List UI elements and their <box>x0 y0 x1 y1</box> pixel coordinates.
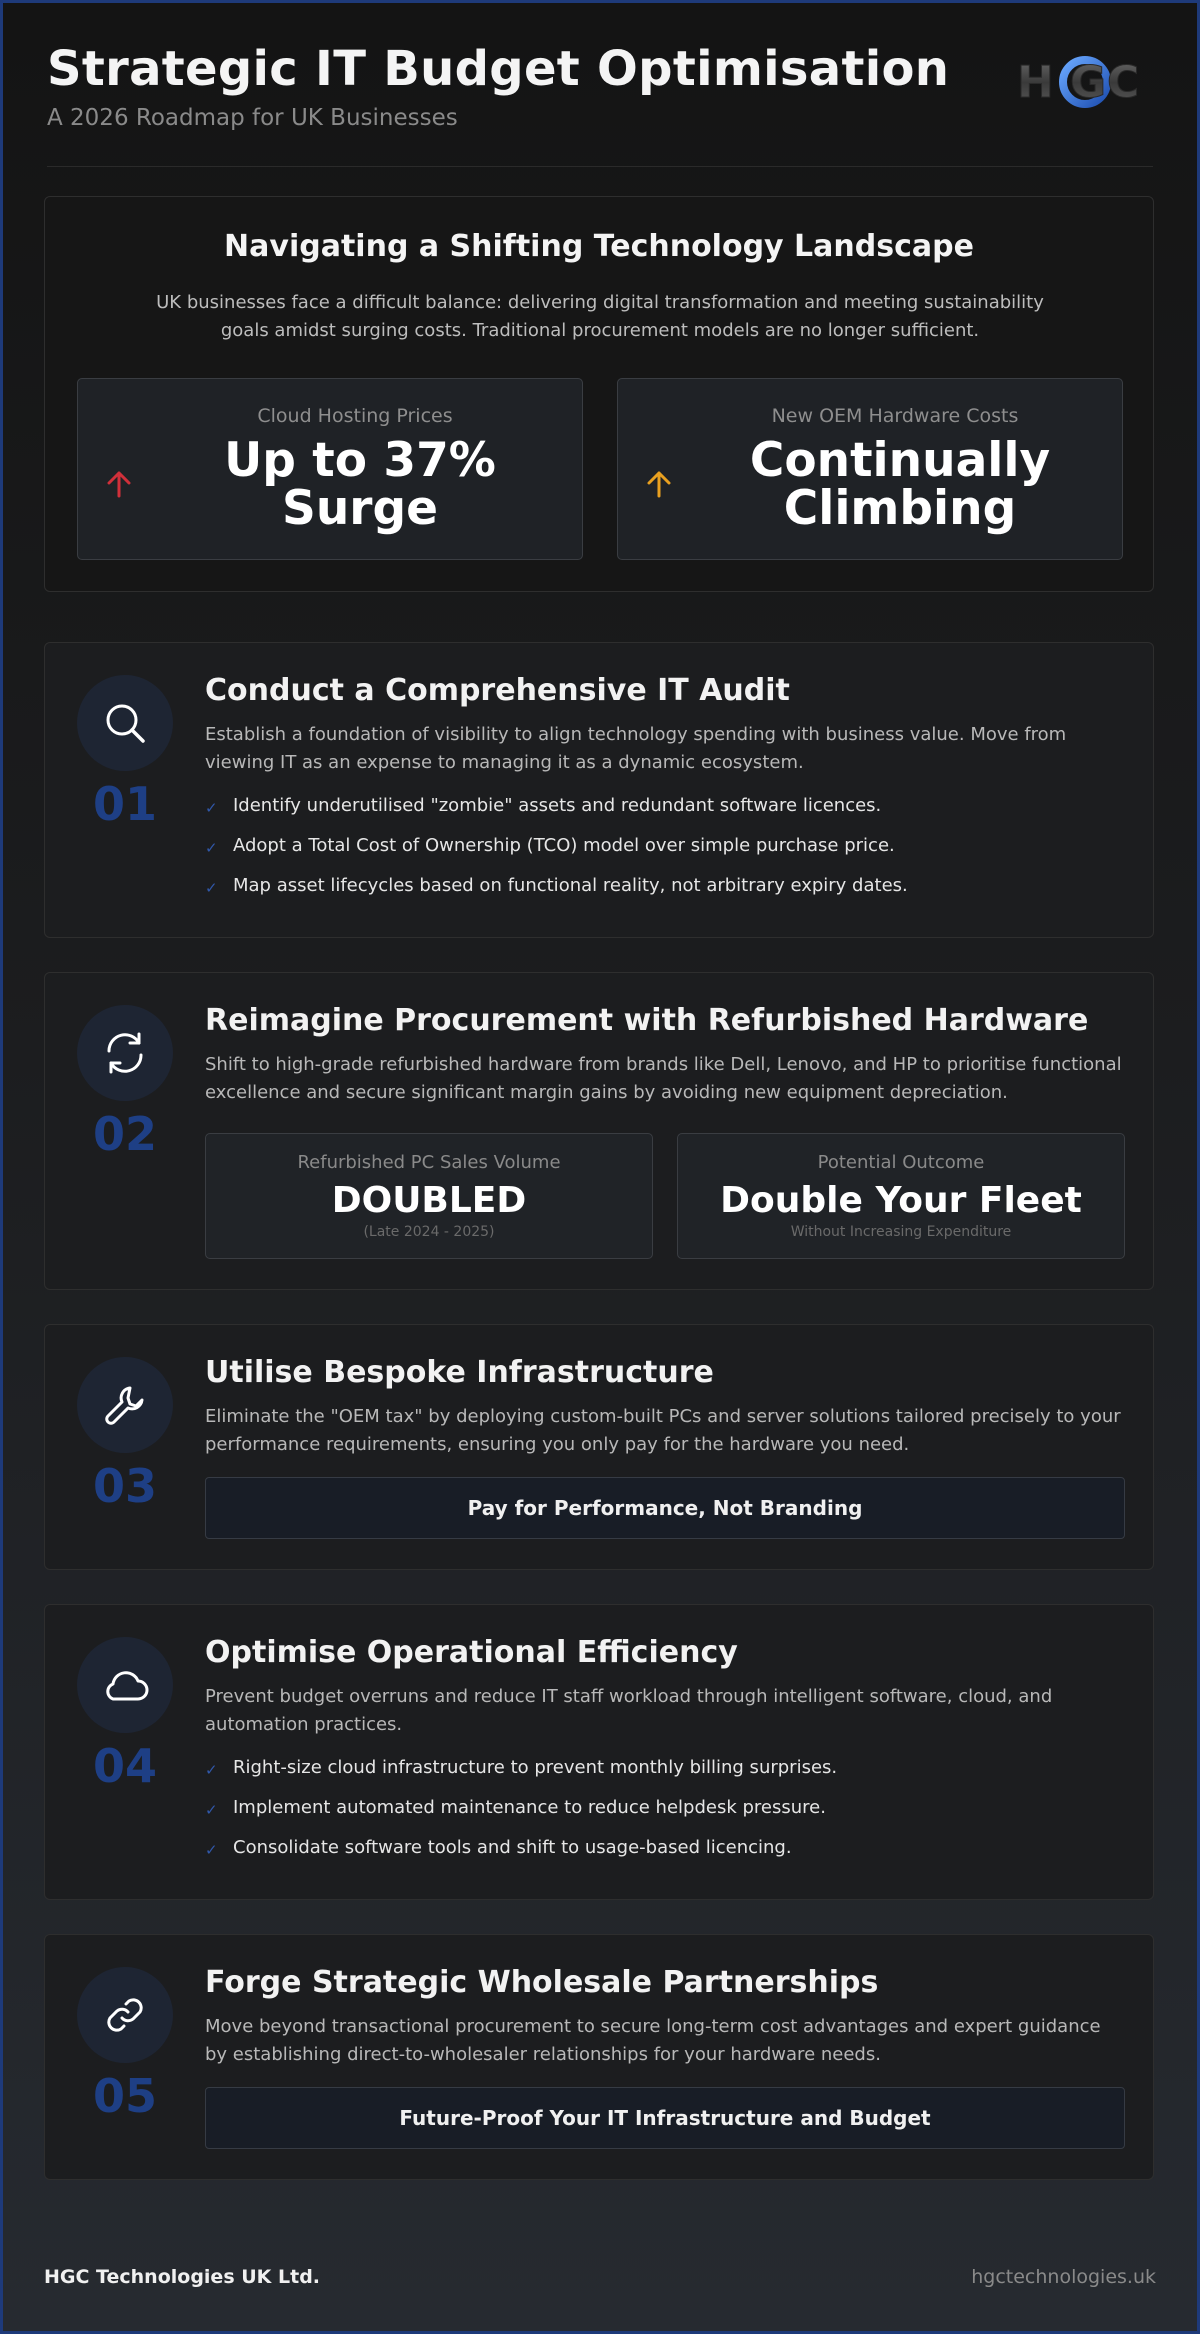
svg-text:H: H <box>1017 57 1054 108</box>
link-icon <box>102 1992 148 2038</box>
stat-card-outcome <box>677 1133 1125 1259</box>
step-icon-badge <box>77 1005 173 1101</box>
step-number: 02 <box>92 1107 157 1161</box>
step-description: Eliminate the "OEM tax" by deploying custom-built PCs and server solutions tailored precisely to your performance requirements, ensuring you only pay for the hardware you need. <box>205 1406 1121 1455</box>
step-title: Forge Strategic Wholesale Partnerships <box>205 1965 879 2000</box>
landscape-description: UK businesses face a difficult balance: delivering digital transformation and meeting sustainability goals amidst surging costs. Traditional procurement models are no longer sufficient. <box>156 292 1044 341</box>
step-number: 05 <box>92 2069 157 2123</box>
step-description: Prevent budget overruns and reduce IT staff workload through intelligent software, cloud, and automation practices. <box>205 1686 1053 1735</box>
step-bullet-list <box>205 1757 837 1877</box>
stat-value: Double Your Fleet <box>720 1180 1082 1221</box>
check-icon: ✓ <box>205 1841 218 1859</box>
stat-note: Without Increasing Expenditure <box>790 1224 1012 1240</box>
step-number: 03 <box>92 1459 157 1513</box>
check-icon: ✓ <box>205 839 218 857</box>
check-icon: ✓ <box>205 1761 218 1779</box>
step-description: Move beyond transactional procurement to secure long-term cost advantages and expert guidance by establishing direct-to-wholesaler relationships for your hardware needs. <box>205 2016 1101 2065</box>
landscape-section <box>44 196 1154 592</box>
stat-label: New OEM Hardware Costs <box>771 405 1019 427</box>
stat-label: Refurbished PC Sales Volume <box>297 1152 561 1173</box>
hgc-logo <box>1017 51 1153 113</box>
highlight-banner: Pay for Performance, Not Branding <box>205 1477 1125 1539</box>
footer-company: HGC Technologies UK Ltd. <box>44 2266 321 2288</box>
step-title: Conduct a Comprehensive IT Audit <box>205 673 790 708</box>
step-number: 04 <box>92 1739 157 1793</box>
stat-card-oem <box>617 378 1123 560</box>
list-item: ✓ Implement automated maintenance to reduce helpdesk pressure. <box>205 1797 826 1819</box>
check-icon: ✓ <box>205 1801 218 1819</box>
footer-website-link[interactable]: hgctechnologies.uk <box>971 2266 1156 2288</box>
check-icon: ✓ <box>205 879 218 897</box>
wrench-icon <box>102 1382 148 1428</box>
list-item: ✓ Map asset lifecycles based on functional reality, not arbitrary expiry dates. <box>205 875 908 897</box>
step-number: 01 <box>92 777 157 831</box>
step-description: Establish a foundation of visibility to align technology spending with business value. Move from viewing IT as an expense to managing it as a dynamic ecosystem. <box>205 724 1067 773</box>
list-item: ✓ Consolidate software tools and shift to usage-based licencing. <box>205 1837 792 1859</box>
refresh-icon <box>101 1029 149 1077</box>
stat-card-refurb-sales <box>205 1133 653 1259</box>
step-card-audit <box>44 642 1154 938</box>
step-card-partnerships <box>44 1934 1154 2180</box>
step-bullet-list <box>205 795 908 915</box>
svg-text:G: G <box>1070 57 1107 108</box>
list-item: ✓ Right-size cloud infrastructure to prevent monthly billing surprises. <box>205 1757 838 1779</box>
step-description: Shift to high-grade refurbished hardware from brands like Dell, Lenovo, and HP to prioritise functional excellence and secure significant margin gains by avoiding new equipment depreciation. <box>205 1054 1122 1103</box>
arrow-up-icon <box>644 469 674 499</box>
stat-label: Cloud Hosting Prices <box>257 405 453 427</box>
step-card-procurement <box>44 972 1154 1290</box>
step-title: Optimise Operational Efficiency <box>205 1635 738 1670</box>
step-title: Reimagine Procurement with Refurbished Hardware <box>205 1003 1089 1038</box>
highlight-banner: Future-Proof Your IT Infrastructure and Budget <box>205 2087 1125 2149</box>
step-title: Utilise Bespoke Infrastructure <box>205 1355 714 1390</box>
landscape-title: Navigating a Shifting Technology Landscape <box>224 229 974 264</box>
arrow-up-icon <box>104 469 134 499</box>
page-title: Strategic IT Budget Optimisation <box>47 41 950 97</box>
list-item: ✓ Adopt a Total Cost of Ownership (TCO) model over simple purchase price. <box>205 835 895 857</box>
step-icon-badge <box>77 1967 173 2063</box>
step-card-efficiency <box>44 1604 1154 1900</box>
step-card-bespoke <box>44 1324 1154 1570</box>
stat-value: Continually Climbing <box>749 433 1051 536</box>
cloud-icon <box>100 1665 150 1705</box>
step-icon-badge <box>77 1637 173 1733</box>
list-item: ✓ Identify underutilised "zombie" assets and redundant software licences. <box>205 795 882 817</box>
svg-text:C: C <box>1107 57 1140 108</box>
step-icon-badge <box>77 1357 173 1453</box>
step-icon-badge <box>77 675 173 771</box>
check-icon: ✓ <box>205 799 218 817</box>
search-icon <box>103 701 147 745</box>
header <box>47 3 1153 167</box>
stat-value: Up to 37% Surge <box>224 433 496 536</box>
stat-card-cloud <box>77 378 583 560</box>
stat-value: DOUBLED <box>331 1180 527 1221</box>
page-subtitle: A 2026 Roadmap for UK Businesses <box>47 105 458 131</box>
stat-label: Potential Outcome <box>817 1152 985 1173</box>
stat-note: (Late 2024 - 2025) <box>363 1224 495 1240</box>
